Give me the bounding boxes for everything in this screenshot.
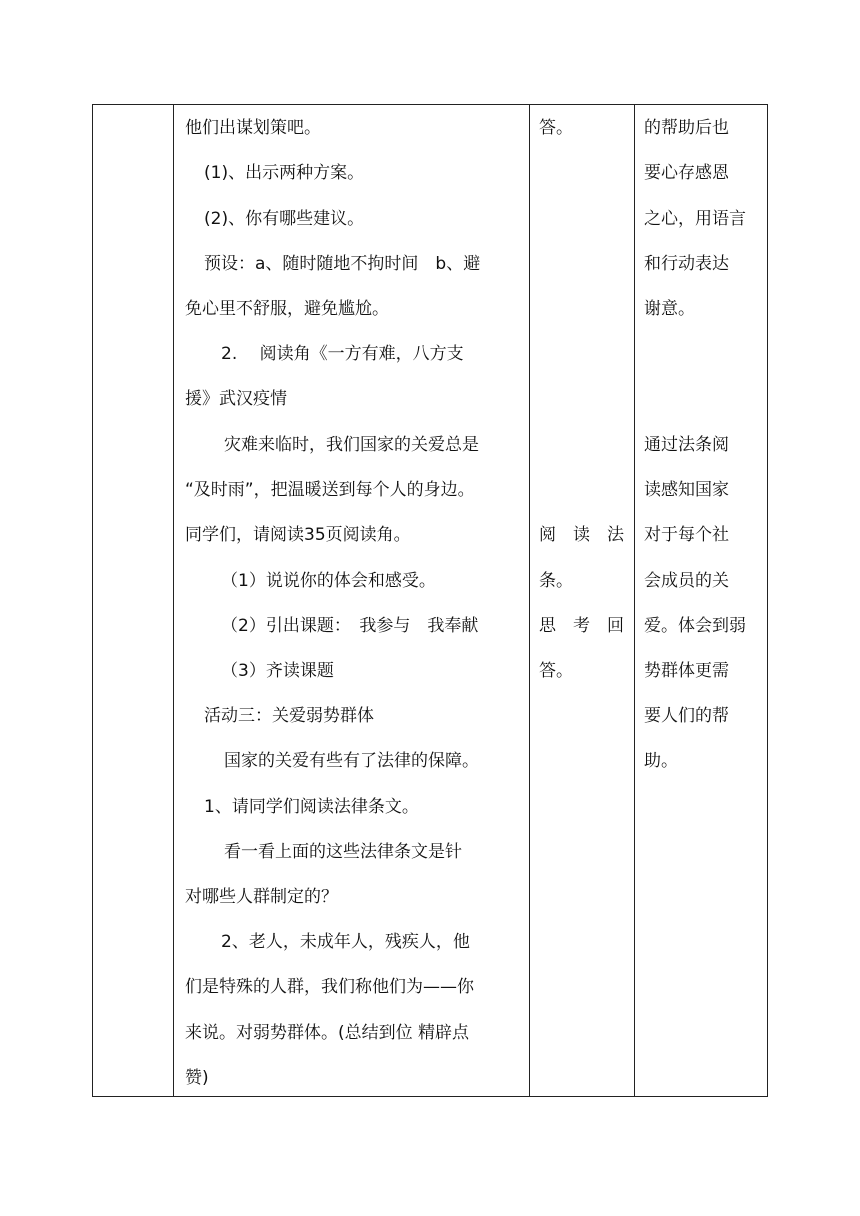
text-line: 2. 阅读角《一方有难，八方支 [221,344,464,364]
table-row [93,105,768,1097]
text-line: 赞) [185,1068,209,1088]
text-line: 和行动表达 [644,254,729,274]
text-line: (1)、出示两种方案。 [204,163,365,183]
text-line: 条。 [539,571,573,591]
text-line: 同学们，请阅读35页阅读角。 [185,525,411,545]
text-line: 对于每个社 [644,525,729,545]
text-line: 谢意。 [644,299,695,319]
text-line: 来说。对弱势群体。(总结到位 精辟点 [185,1023,470,1043]
text-line: 援》武汉疫情 [185,389,287,409]
text-line: 之心，用语言 [644,209,746,229]
text-line: 活动三：关爱弱势群体 [204,706,374,726]
text-line: 免心里不舒服，避免尴尬。 [185,299,389,319]
text-line: (2)、你有哪些建议。 [204,209,365,229]
text-line: 读感知国家 [644,480,729,500]
text-line: 们是特殊的人群，我们称他们为——你 [185,977,474,997]
text-line: 预设：a、随时随地不拘时间 b、避 [204,254,481,274]
blank-column-cell [93,105,174,1097]
text-line: 国家的关爱有些有了法律的保障。 [224,751,479,771]
student-activity-cell [530,105,635,1097]
text-line: 会成员的关 [644,571,729,591]
text-line: （2）引出课题： 我参与 我奉献 [221,616,479,636]
text-line: （1）说说你的体会和感受。 [221,571,436,591]
text-line: 助。 [644,751,678,771]
teacher-activity-cell [174,105,530,1097]
text-line: 看一看上面的这些法律条文是针 [224,842,462,862]
text-line: 1、请同学们阅读法律条文。 [204,797,419,817]
text-line: 通过法条阅 [644,435,729,455]
text-line: “及时雨”，把温暖送到每个人的身边。 [185,480,475,500]
text-line: 的帮助后也 [644,118,729,138]
text-line: 2、老人，未成年人，残疾人，他 [221,932,470,952]
text-line: 爱。体会到弱 [644,616,746,636]
text-line: 答。 [539,118,573,138]
text-line: 要心存感恩 [644,163,729,183]
text-line: （3）齐读课题 [221,661,334,681]
text-line: 势群体更需 [644,661,729,681]
text-line: 他们出谋划策吧。 [185,118,321,138]
text-line: 阅 读 法 [539,525,624,545]
design-intent-cell [635,105,768,1097]
text-line: 答。 [539,661,573,681]
text-line: 灾难来临时，我们国家的关爱总是 [224,435,479,455]
lesson-plan-table [92,104,768,1097]
text-line: 要人们的帮 [644,706,729,726]
text-line: 对哪些人群制定的？ [185,887,338,907]
text-line: 思 考 回 [539,616,624,636]
